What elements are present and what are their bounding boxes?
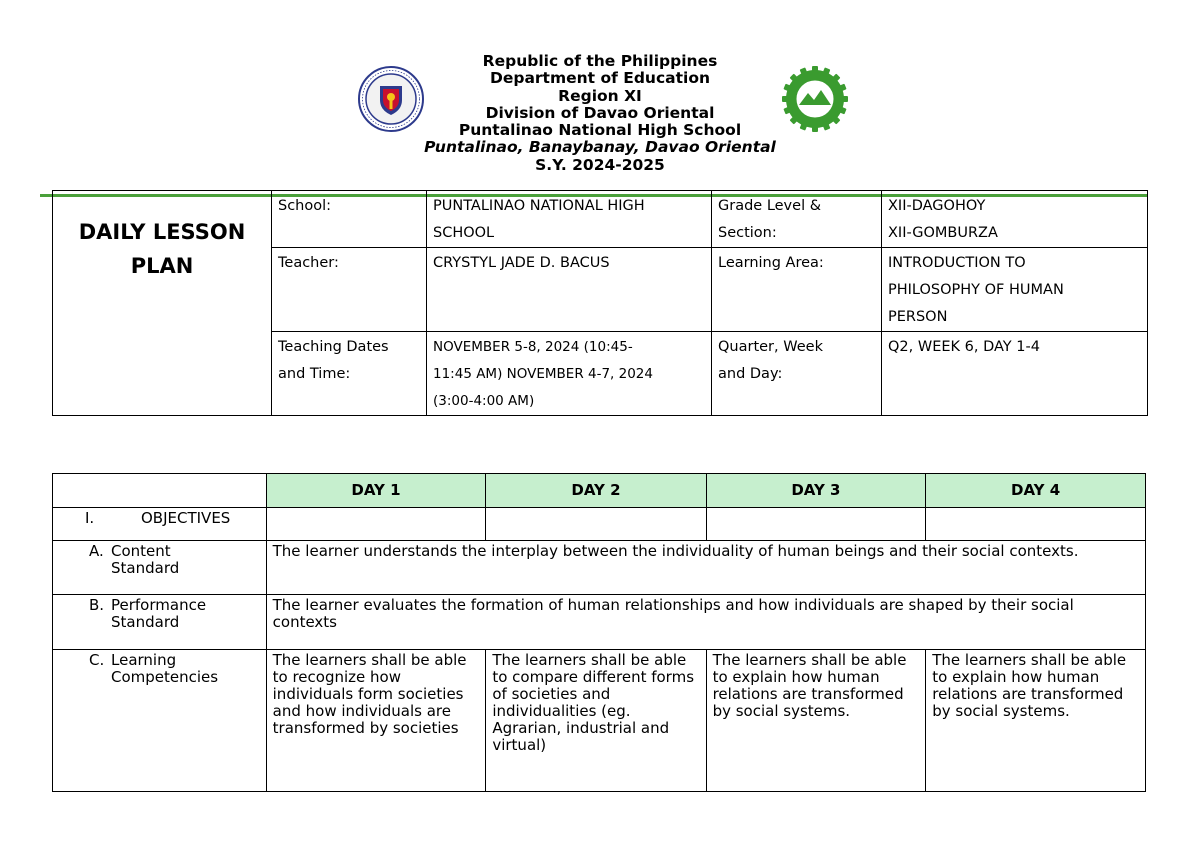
value-line: XII-GOMBURZA — [888, 225, 998, 241]
label-line: Section: — [718, 225, 777, 241]
label-line: Learning — [111, 651, 177, 669]
label-text: School: — [278, 198, 332, 214]
learning-competencies-label — [53, 650, 267, 792]
value-line: INTRODUCTION TO — [888, 255, 1026, 271]
label-line: Performance — [111, 596, 207, 614]
label-text: Learning Area: — [718, 255, 824, 271]
performance-standard-label — [53, 595, 267, 650]
header-school-year: S.Y. 2024-2025 — [535, 155, 665, 174]
objectives-cell — [486, 508, 706, 541]
content-standard-text: The learner understands the interplay between the individuality of human beings and their social contexts. — [266, 541, 1145, 595]
section-label: OBJECTIVES — [141, 509, 231, 527]
header-line: Department of Education — [489, 69, 711, 88]
school-label — [272, 191, 427, 248]
value-line: PUNTALINAO NATIONAL HIGH — [433, 198, 645, 214]
performance-standard-text: The learner evaluates the formation of human relationships and how individuals are shaped by their social contexts — [266, 595, 1145, 650]
grade-value — [882, 191, 1148, 248]
label-text: Teacher: — [278, 255, 339, 271]
lesson-plan-title — [53, 191, 272, 416]
title-line: PLAN — [130, 254, 194, 278]
teacher-label — [272, 248, 427, 332]
header-line: Region XI — [558, 86, 642, 105]
objectives-label — [53, 508, 267, 541]
objectives-cell — [266, 508, 486, 541]
label-line: Quarter, Week — [718, 339, 823, 355]
teacher-value — [427, 248, 712, 332]
content-standard-label — [53, 541, 267, 595]
day-header: DAY 1 — [266, 474, 486, 508]
dates-label — [272, 332, 427, 416]
section-key: B. — [89, 596, 105, 614]
value-line: (3:00-4:00 AM) — [433, 393, 535, 409]
competency-day-3: The learners shall be able to explain how human relations are transformed by social systems. — [706, 650, 926, 792]
value-text: CRYSTYL JADE D. BACUS — [433, 255, 610, 271]
label-line: Teaching Dates — [278, 339, 389, 355]
section-key: I. — [85, 509, 95, 527]
value-text: Q2, WEEK 6, DAY 1-4 — [888, 339, 1040, 355]
value-line: SCHOOL — [433, 225, 495, 241]
objectives-cell — [926, 508, 1146, 541]
lesson-plan-table — [52, 473, 1146, 792]
area-value — [882, 248, 1148, 332]
competency-day-1: The learners shall be able to recognize how individuals form societies and how individuals are transformed by societies — [266, 650, 486, 792]
lesson-info-table — [52, 190, 1148, 416]
competency-day-4: The learners shall be able to explain how human relations are transformed by social systems. — [926, 650, 1146, 792]
label-line: Standard — [111, 559, 180, 577]
header-line: Division of Davao Oriental — [485, 103, 715, 122]
label-line: Content — [111, 542, 171, 560]
value-line: NOVEMBER 5-8, 2024 (10:45- — [433, 339, 633, 355]
objectives-cell — [706, 508, 926, 541]
value-line: PERSON — [888, 309, 948, 325]
label-line: Grade Level & — [718, 198, 822, 214]
label-line: and Day: — [718, 366, 783, 382]
school-seal-icon — [781, 65, 849, 133]
day-header: DAY 3 — [706, 474, 926, 508]
section-key: C. — [89, 651, 105, 669]
value-line: XII-DAGOHOY — [888, 198, 986, 214]
day-header: DAY 2 — [486, 474, 706, 508]
document-header — [0, 53, 1200, 174]
day-header: DAY 4 — [926, 474, 1146, 508]
grade-label — [712, 191, 882, 248]
title-line: DAILY LESSON — [78, 220, 246, 244]
value-line: 11:45 AM) NOVEMBER 4-7, 2024 — [433, 366, 653, 382]
dates-value — [427, 332, 712, 416]
header-line: Puntalinao National High School — [458, 121, 742, 140]
quarter-value — [882, 332, 1148, 416]
header-address: Puntalinao, Banaybanay, Davao Oriental — [424, 138, 776, 157]
header-blank-cell — [53, 474, 267, 508]
section-key: A. — [89, 542, 104, 560]
area-label — [712, 248, 882, 332]
deped-seal-icon — [358, 66, 424, 132]
label-line: Competencies — [111, 668, 219, 686]
label-line: Standard — [111, 613, 180, 631]
label-line: and Time: — [278, 366, 351, 382]
competency-day-2: The learners shall be able to compare different forms of societies and individualities (eg. Agrarian, industrial and virtual) — [486, 650, 706, 792]
quarter-label — [712, 332, 882, 416]
value-line: PHILOSOPHY OF HUMAN — [888, 282, 1064, 298]
school-value — [427, 191, 712, 248]
header-line: Republic of the Philippines — [482, 52, 718, 70]
